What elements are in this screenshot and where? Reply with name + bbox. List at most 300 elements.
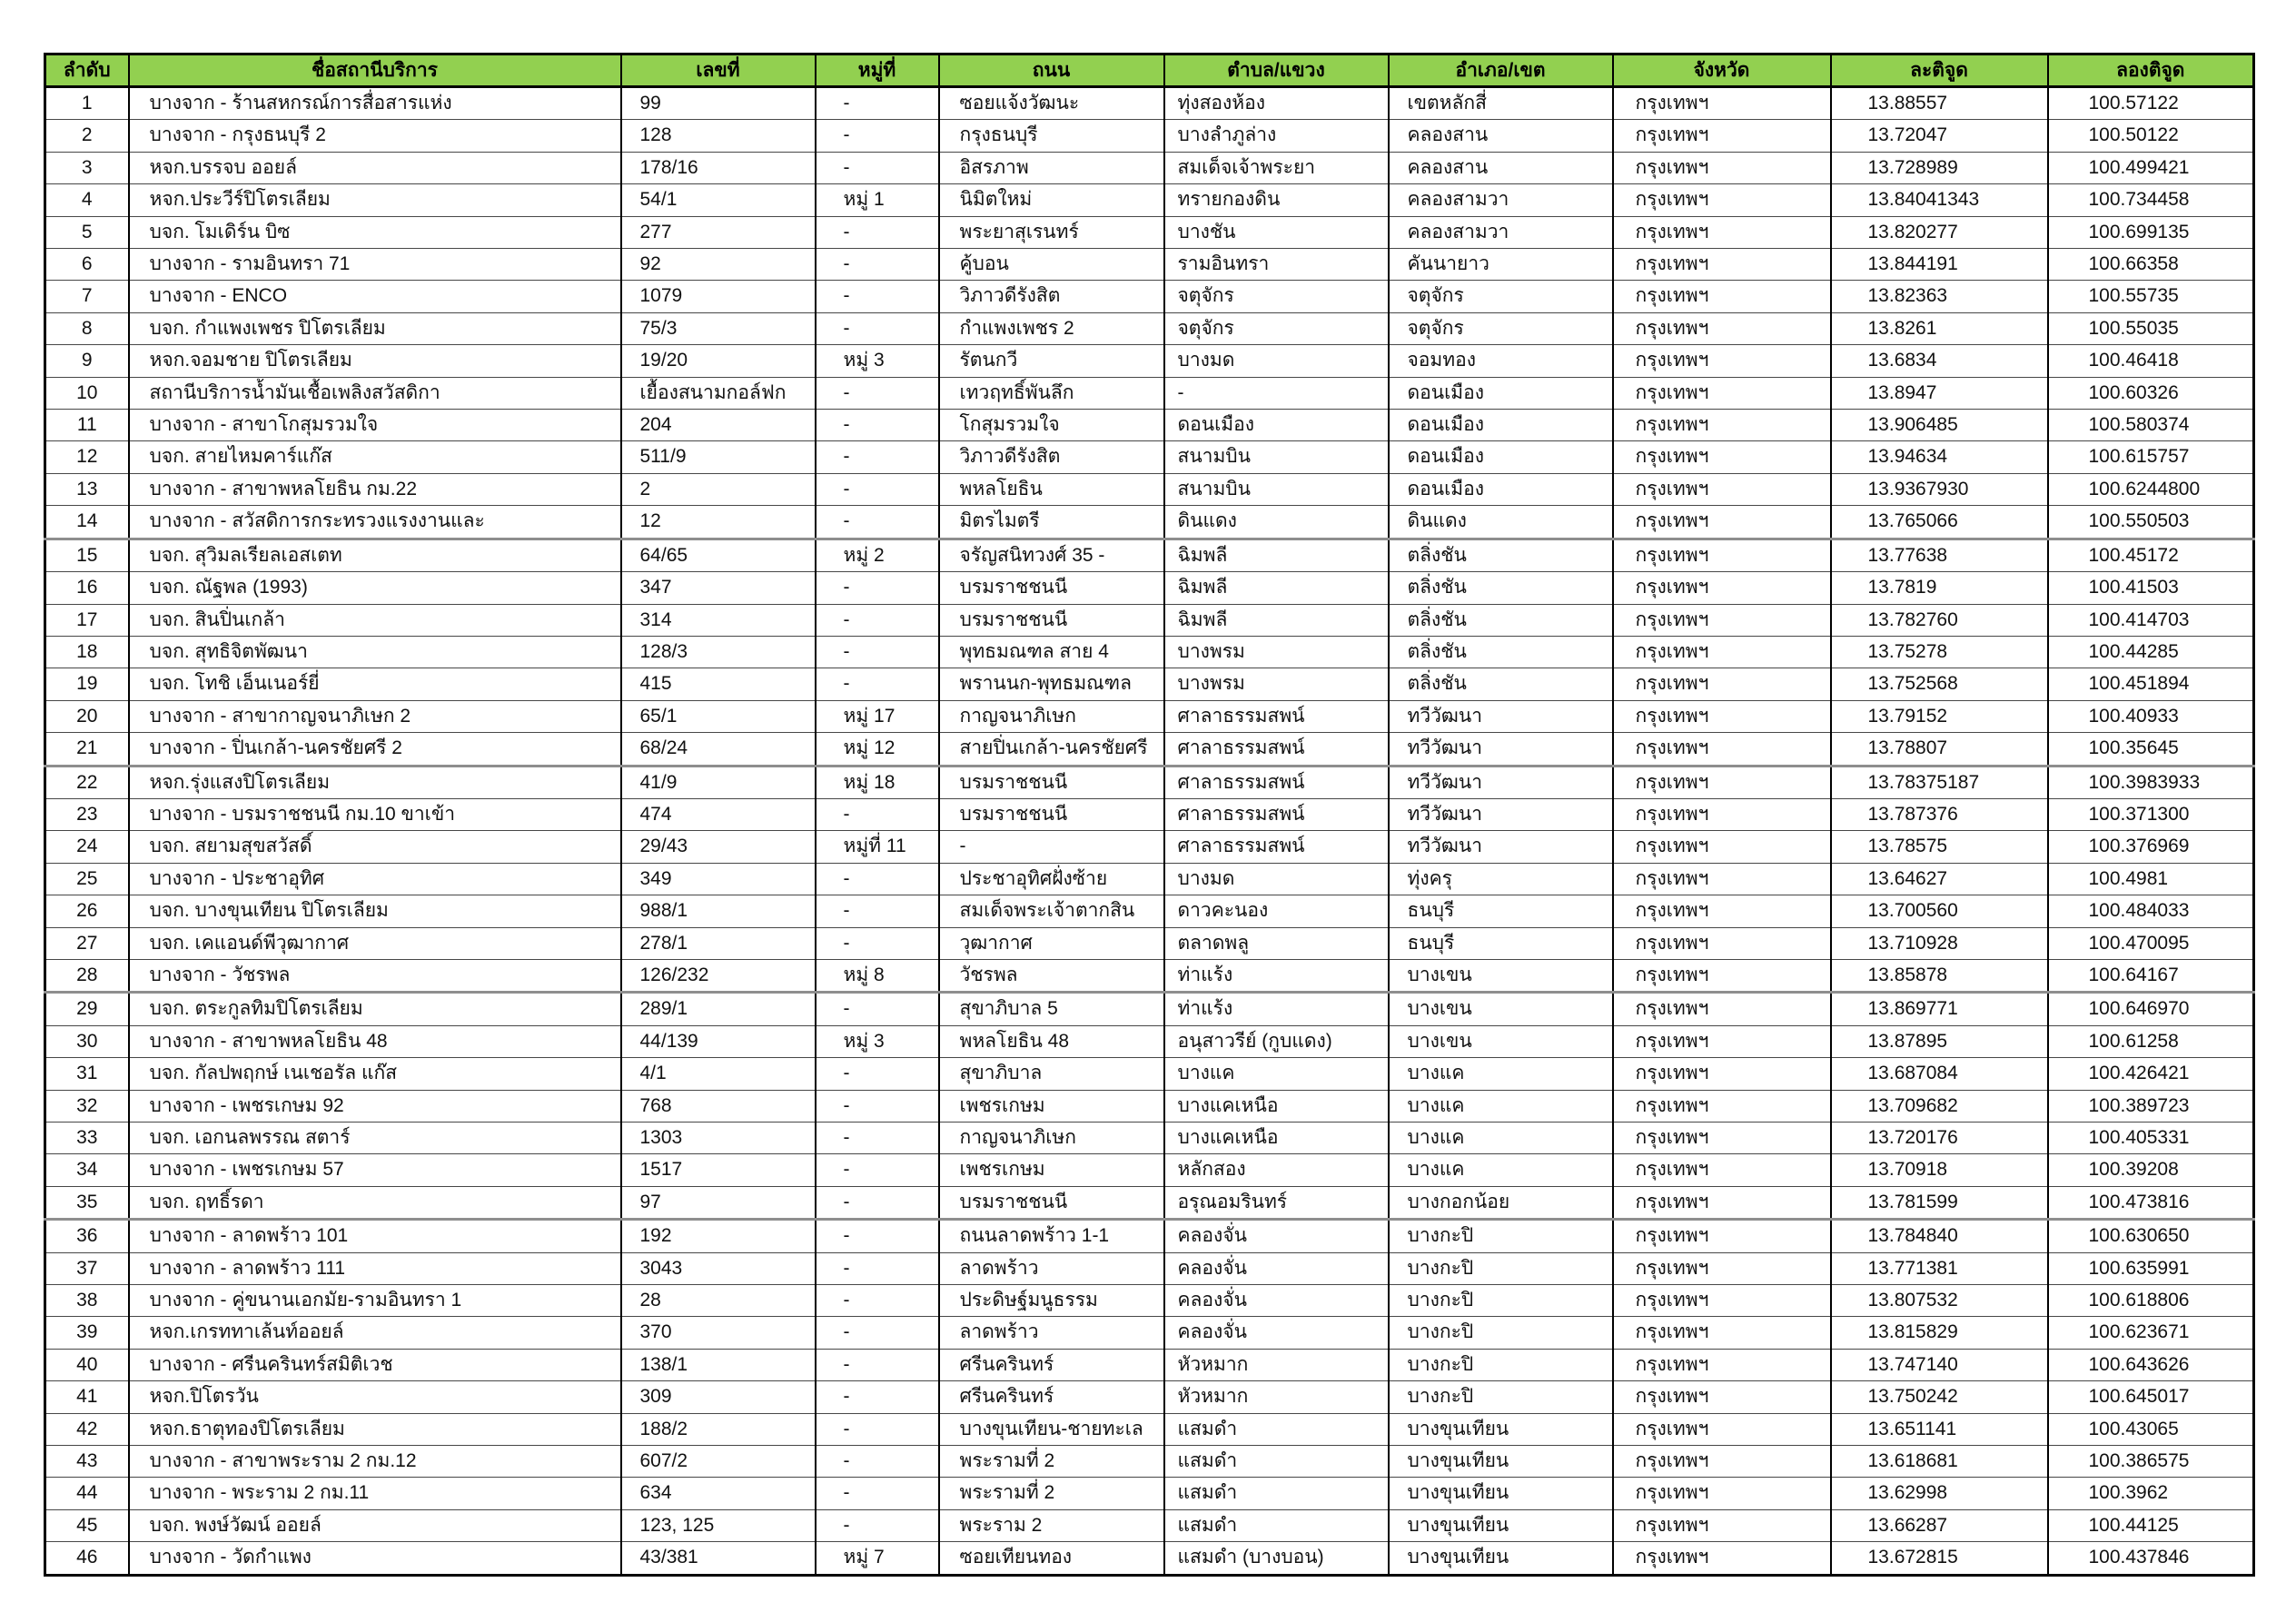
cell-province: กรุงเทพฯ xyxy=(1613,1381,1831,1413)
cell-name: สถานีบริการน้ำมันเชื้อเพลิงสวัสดิกา xyxy=(129,377,621,409)
cell-subdistrict: บางมด xyxy=(1164,863,1389,895)
cell-number: 474 xyxy=(621,798,816,830)
cell-subdistrict: บางแคเหนือ xyxy=(1164,1090,1389,1122)
cell-number: 28 xyxy=(621,1285,816,1317)
cell-order: 39 xyxy=(45,1317,129,1349)
cell-order: 24 xyxy=(45,831,129,863)
cell-name: บจก. บางขุนเทียน ปิโตรเลียม xyxy=(129,895,621,927)
cell-number: 92 xyxy=(621,249,816,281)
cell-longitude: 100.44285 xyxy=(2048,636,2254,668)
cell-province: กรุงเทพฯ xyxy=(1613,733,1831,766)
cell-moo: - xyxy=(816,152,939,183)
cell-longitude: 100.6244800 xyxy=(2048,473,2254,505)
cell-province: กรุงเทพฯ xyxy=(1613,216,1831,248)
cell-province: กรุงเทพฯ xyxy=(1613,441,1831,473)
cell-subdistrict: คลองจั่น xyxy=(1164,1285,1389,1317)
cell-longitude: 100.699135 xyxy=(2048,216,2254,248)
cell-moo: หมู่ 18 xyxy=(816,766,939,798)
cell-subdistrict: ดอนเมือง xyxy=(1164,410,1389,441)
cell-longitude: 100.64167 xyxy=(2048,959,2254,992)
cell-number: 99 xyxy=(621,87,816,120)
cell-district: บางกะปิ xyxy=(1389,1317,1613,1349)
cell-subdistrict: บางลำภูล่าง xyxy=(1164,120,1389,152)
cell-moo: - xyxy=(816,1317,939,1349)
cell-district: คลองสามวา xyxy=(1389,216,1613,248)
cell-road: ลาดพร้าว xyxy=(939,1317,1164,1349)
cell-subdistrict: หลักสอง xyxy=(1164,1154,1389,1186)
cell-latitude: 13.72047 xyxy=(1831,120,2048,152)
cell-province: กรุงเทพฯ xyxy=(1613,927,1831,959)
cell-number: 65/1 xyxy=(621,700,816,732)
cell-district: ดอนเมือง xyxy=(1389,473,1613,505)
cell-road: สุขาภิบาล xyxy=(939,1058,1164,1090)
cell-province: กรุงเทพฯ xyxy=(1613,895,1831,927)
cell-longitude: 100.35645 xyxy=(2048,733,2254,766)
cell-number: 1079 xyxy=(621,281,816,312)
cell-name: บจก. ฤทธิ์รดา xyxy=(129,1186,621,1219)
cell-province: กรุงเทพฯ xyxy=(1613,766,1831,798)
table-row xyxy=(45,1252,2254,1284)
cell-longitude: 100.371300 xyxy=(2048,798,2254,830)
cell-district: คันนายาว xyxy=(1389,249,1613,281)
cell-province: กรุงเทพฯ xyxy=(1613,572,1831,604)
cell-moo: หมู่ 1 xyxy=(816,184,939,216)
cell-latitude: 13.651141 xyxy=(1831,1413,2048,1445)
cell-moo: หมู่ 17 xyxy=(816,700,939,732)
cell-number: 126/232 xyxy=(621,959,816,992)
cell-moo: - xyxy=(816,473,939,505)
cell-subdistrict: จตุจักร xyxy=(1164,281,1389,312)
cell-road: โกสุมรวมใจ xyxy=(939,410,1164,441)
cell-subdistrict: ฉิมพลี xyxy=(1164,539,1389,571)
cell-order: 7 xyxy=(45,281,129,312)
cell-name: หจก.ธาตุทองปิโตรเลียม xyxy=(129,1413,621,1445)
cell-number: 192 xyxy=(621,1220,816,1252)
cell-district: บางเขน xyxy=(1389,959,1613,992)
cell-number: 12 xyxy=(621,506,816,539)
cell-subdistrict: ท่าแร้ง xyxy=(1164,993,1389,1025)
cell-longitude: 100.426421 xyxy=(2048,1058,2254,1090)
cell-number: 178/16 xyxy=(621,152,816,183)
cell-name: บางจาก - วัดกำแพง xyxy=(129,1542,621,1575)
cell-district: ตลิ่งชัน xyxy=(1389,668,1613,700)
cell-name: บจก. กำแพงเพชร ปิโตรเลียม xyxy=(129,312,621,344)
cell-latitude: 13.8261 xyxy=(1831,312,2048,344)
cell-latitude: 13.765066 xyxy=(1831,506,2048,539)
cell-name: บางจาก - สาขาพระราม 2 กม.12 xyxy=(129,1446,621,1478)
cell-longitude: 100.645017 xyxy=(2048,1381,2254,1413)
cell-province: กรุงเทพฯ xyxy=(1613,700,1831,732)
cell-province: กรุงเทพฯ xyxy=(1613,1413,1831,1445)
cell-name: บางจาก - รามอินทรา 71 xyxy=(129,249,621,281)
cell-order: 21 xyxy=(45,733,129,766)
cell-name: บางจาก - สวัสดิการกระทรวงแรงงานและ xyxy=(129,506,621,539)
cell-name: บางจาก - สาขาพหลโยธิน กม.22 xyxy=(129,473,621,505)
cell-district: ทวีวัฒนา xyxy=(1389,700,1613,732)
cell-moo: - xyxy=(816,927,939,959)
cell-order: 8 xyxy=(45,312,129,344)
cell-road: - xyxy=(939,831,1164,863)
cell-name: บจก. สายไหมคาร์แก๊ส xyxy=(129,441,621,473)
cell-number: 188/2 xyxy=(621,1413,816,1445)
cell-number: 347 xyxy=(621,572,816,604)
cell-latitude: 13.78807 xyxy=(1831,733,2048,766)
cell-road: คู้บอน xyxy=(939,249,1164,281)
cell-subdistrict: สนามบิน xyxy=(1164,473,1389,505)
cell-longitude: 100.550503 xyxy=(2048,506,2254,539)
cell-province: กรุงเทพฯ xyxy=(1613,281,1831,312)
cell-province: กรุงเทพฯ xyxy=(1613,1285,1831,1317)
cell-moo: - xyxy=(816,1058,939,1090)
cell-name: บจก. ณัฐพล (1993) xyxy=(129,572,621,604)
cell-name: บางจาก - บรมราชชนนี กม.10 ขาเข้า xyxy=(129,798,621,830)
cell-subdistrict: ตลาดพลู xyxy=(1164,927,1389,959)
column-header-province: จังหวัด xyxy=(1613,54,1831,87)
cell-order: 42 xyxy=(45,1413,129,1445)
cell-road: ซอยเทียนทอง xyxy=(939,1542,1164,1575)
cell-district: ธนบุรี xyxy=(1389,895,1613,927)
cell-subdistrict: สนามบิน xyxy=(1164,441,1389,473)
cell-longitude: 100.39208 xyxy=(2048,1154,2254,1186)
table-row xyxy=(45,506,2254,539)
cell-district: ทวีวัฒนา xyxy=(1389,798,1613,830)
cell-latitude: 13.720176 xyxy=(1831,1123,2048,1154)
cell-moo: - xyxy=(816,1478,939,1509)
cell-moo: - xyxy=(816,863,939,895)
cell-moo: หมู่ 3 xyxy=(816,345,939,377)
cell-latitude: 13.747140 xyxy=(1831,1349,2048,1380)
table-row xyxy=(45,895,2254,927)
cell-road: เพชรเกษม xyxy=(939,1154,1164,1186)
cell-subdistrict: คลองจั่น xyxy=(1164,1252,1389,1284)
cell-latitude: 13.94634 xyxy=(1831,441,2048,473)
cell-number: 97 xyxy=(621,1186,816,1219)
cell-district: ธนบุรี xyxy=(1389,927,1613,959)
cell-road: พรานนก-พุทธมณฑล xyxy=(939,668,1164,700)
cell-moo: - xyxy=(816,506,939,539)
cell-name: บางจาก - สาขาพหลโยธิน 48 xyxy=(129,1025,621,1057)
cell-latitude: 13.771381 xyxy=(1831,1252,2048,1284)
cell-subdistrict: บางชัน xyxy=(1164,216,1389,248)
cell-province: กรุงเทพฯ xyxy=(1613,959,1831,992)
cell-moo: - xyxy=(816,281,939,312)
cell-district: บางขุนเทียน xyxy=(1389,1446,1613,1478)
cell-latitude: 13.70918 xyxy=(1831,1154,2048,1186)
cell-moo: หมู่ 7 xyxy=(816,1542,939,1575)
cell-moo: - xyxy=(816,410,939,441)
cell-name: หจก.จอมชาย ปิโตรเลียม xyxy=(129,345,621,377)
cell-name: บจก. พงษ์วัฒน์ ออยล์ xyxy=(129,1509,621,1541)
cell-order: 35 xyxy=(45,1186,129,1219)
cell-order: 4 xyxy=(45,184,129,216)
cell-order: 41 xyxy=(45,1381,129,1413)
cell-moo: หมู่ 3 xyxy=(816,1025,939,1057)
cell-province: กรุงเทพฯ xyxy=(1613,184,1831,216)
cell-name: หจก.เกรททาเล้นท์ออยล์ xyxy=(129,1317,621,1349)
cell-province: กรุงเทพฯ xyxy=(1613,410,1831,441)
cell-subdistrict: แสมดำ xyxy=(1164,1478,1389,1509)
table-row xyxy=(45,1025,2254,1057)
cell-longitude: 100.60326 xyxy=(2048,377,2254,409)
cell-order: 9 xyxy=(45,345,129,377)
cell-order: 30 xyxy=(45,1025,129,1057)
cell-longitude: 100.3983933 xyxy=(2048,766,2254,798)
cell-district: คลองสาน xyxy=(1389,120,1613,152)
table-row xyxy=(45,1317,2254,1349)
cell-number: 349 xyxy=(621,863,816,895)
cell-road: ประชาอุทิศฝั่งซ้าย xyxy=(939,863,1164,895)
cell-order: 31 xyxy=(45,1058,129,1090)
cell-name: หจก.ปิโตรวัน xyxy=(129,1381,621,1413)
cell-subdistrict: อรุณอมรินทร์ xyxy=(1164,1186,1389,1219)
cell-name: บางจาก - ประชาอุทิศ xyxy=(129,863,621,895)
cell-road: กำแพงเพชร 2 xyxy=(939,312,1164,344)
cell-road: พระราม 2 xyxy=(939,1509,1164,1541)
table-row xyxy=(45,863,2254,895)
cell-province: กรุงเทพฯ xyxy=(1613,1186,1831,1219)
cell-province: กรุงเทพฯ xyxy=(1613,1317,1831,1349)
cell-district: บางแค xyxy=(1389,1154,1613,1186)
cell-longitude: 100.57122 xyxy=(2048,87,2254,120)
cell-road: บางขุนเทียน-ชายทะเล xyxy=(939,1413,1164,1445)
cell-number: เยื้องสนามกอล์ฟก xyxy=(621,377,816,409)
cell-name: หจก.รุ่งแสงปิโตรเลียม xyxy=(129,766,621,798)
cell-number: 3043 xyxy=(621,1252,816,1284)
cell-province: กรุงเทพฯ xyxy=(1613,863,1831,895)
cell-subdistrict: ทุ่งสองห้อง xyxy=(1164,87,1389,120)
cell-latitude: 13.815829 xyxy=(1831,1317,2048,1349)
table-row xyxy=(45,377,2254,409)
cell-subdistrict: อนุสาวรีย์ (กูบแดง) xyxy=(1164,1025,1389,1057)
cell-district: บางขุนเทียน xyxy=(1389,1509,1613,1541)
cell-longitude: 100.40933 xyxy=(2048,700,2254,732)
table-row xyxy=(45,1154,2254,1186)
column-header-longitude: ลองติจูด xyxy=(2048,54,2254,87)
cell-province: กรุงเทพฯ xyxy=(1613,1446,1831,1478)
cell-order: 13 xyxy=(45,473,129,505)
cell-road: บรมราชชนนี xyxy=(939,572,1164,604)
cell-moo: - xyxy=(816,604,939,636)
cell-latitude: 13.728989 xyxy=(1831,152,2048,183)
cell-subdistrict: แสมดำ xyxy=(1164,1446,1389,1478)
cell-province: กรุงเทพฯ xyxy=(1613,1542,1831,1575)
table-row xyxy=(45,766,2254,798)
cell-longitude: 100.4981 xyxy=(2048,863,2254,895)
cell-subdistrict: ฉิมพลี xyxy=(1164,604,1389,636)
table-row xyxy=(45,249,2254,281)
cell-number: 75/3 xyxy=(621,312,816,344)
table-row xyxy=(45,473,2254,505)
cell-name: บางจาก - เพชรเกษม 57 xyxy=(129,1154,621,1186)
table-row xyxy=(45,184,2254,216)
column-header-subdistrict: ตำบล/แขวง xyxy=(1164,54,1389,87)
table-row xyxy=(45,87,2254,120)
cell-road: บรมราชชนนี xyxy=(939,604,1164,636)
table-row xyxy=(45,1381,2254,1413)
cell-longitude: 100.61258 xyxy=(2048,1025,2254,1057)
cell-latitude: 13.79152 xyxy=(1831,700,2048,732)
cell-moo: - xyxy=(816,1252,939,1284)
cell-subdistrict: คลองจั่น xyxy=(1164,1220,1389,1252)
table-row xyxy=(45,539,2254,571)
cell-moo: - xyxy=(816,1413,939,1445)
cell-province: กรุงเทพฯ xyxy=(1613,1058,1831,1090)
column-header-number: เลขที่ xyxy=(621,54,816,87)
cell-moo: - xyxy=(816,572,939,604)
cell-province: กรุงเทพฯ xyxy=(1613,993,1831,1025)
cell-road: สายปิ่นเกล้า-นครชัยศรี xyxy=(939,733,1164,766)
cell-name: บจก. สยามสุขสวัสดิ์ xyxy=(129,831,621,863)
cell-order: 46 xyxy=(45,1542,129,1575)
cell-latitude: 13.784840 xyxy=(1831,1220,2048,1252)
cell-number: 511/9 xyxy=(621,441,816,473)
table-row xyxy=(45,1349,2254,1380)
cell-road: กาญจนาภิเษก xyxy=(939,700,1164,732)
cell-moo: หมู่ 12 xyxy=(816,733,939,766)
cell-road: พระยาสุเรนทร์ xyxy=(939,216,1164,248)
cell-district: บางแค xyxy=(1389,1058,1613,1090)
cell-latitude: 13.77638 xyxy=(1831,539,2048,571)
cell-latitude: 13.78575 xyxy=(1831,831,2048,863)
cell-province: กรุงเทพฯ xyxy=(1613,312,1831,344)
cell-latitude: 13.62998 xyxy=(1831,1478,2048,1509)
cell-province: กรุงเทพฯ xyxy=(1613,831,1831,863)
cell-latitude: 13.844191 xyxy=(1831,249,2048,281)
cell-name: บจก. สินปิ่นเกล้า xyxy=(129,604,621,636)
cell-subdistrict: บางแคเหนือ xyxy=(1164,1123,1389,1154)
cell-district: บางกอกน้อย xyxy=(1389,1186,1613,1219)
cell-district: บางกะปิ xyxy=(1389,1252,1613,1284)
table-row xyxy=(45,1413,2254,1445)
cell-subdistrict: แสมดำ xyxy=(1164,1509,1389,1541)
cell-order: 3 xyxy=(45,152,129,183)
cell-order: 44 xyxy=(45,1478,129,1509)
cell-district: ทวีวัฒนา xyxy=(1389,733,1613,766)
cell-subdistrict: รามอินทรา xyxy=(1164,249,1389,281)
cell-moo: - xyxy=(816,1186,939,1219)
cell-subdistrict: ทรายกองดิน xyxy=(1164,184,1389,216)
cell-name: บางจาก - กรุงธนบุรี 2 xyxy=(129,120,621,152)
table-row xyxy=(45,927,2254,959)
cell-subdistrict: คลองจั่น xyxy=(1164,1317,1389,1349)
cell-name: บางจาก - ลาดพร้าว 101 xyxy=(129,1220,621,1252)
table-row xyxy=(45,959,2254,992)
cell-province: กรุงเทพฯ xyxy=(1613,1025,1831,1057)
cell-district: บางขุนเทียน xyxy=(1389,1413,1613,1445)
cell-number: 44/139 xyxy=(621,1025,816,1057)
cell-moo: หมู่ 8 xyxy=(816,959,939,992)
cell-latitude: 13.672815 xyxy=(1831,1542,2048,1575)
cell-moo: - xyxy=(816,1220,939,1252)
column-header-latitude: ละติจูด xyxy=(1831,54,2048,87)
cell-order: 43 xyxy=(45,1446,129,1478)
cell-number: 370 xyxy=(621,1317,816,1349)
cell-longitude: 100.43065 xyxy=(2048,1413,2254,1445)
cell-road: พหลโยธิน xyxy=(939,473,1164,505)
cell-moo: - xyxy=(816,1285,939,1317)
column-header-road: ถนน xyxy=(939,54,1164,87)
table-row xyxy=(45,1285,2254,1317)
table-row xyxy=(45,120,2254,152)
cell-name: บจก. เคแอนด์พีวุฒากาศ xyxy=(129,927,621,959)
cell-number: 64/65 xyxy=(621,539,816,571)
cell-number: 43/381 xyxy=(621,1542,816,1575)
cell-moo: - xyxy=(816,1123,939,1154)
column-header-moo: หมู่ที่ xyxy=(816,54,939,87)
table-row xyxy=(45,572,2254,604)
cell-number: 29/43 xyxy=(621,831,816,863)
cell-latitude: 13.9367930 xyxy=(1831,473,2048,505)
cell-latitude: 13.8947 xyxy=(1831,377,2048,409)
cell-number: 607/2 xyxy=(621,1446,816,1478)
cell-longitude: 100.44125 xyxy=(2048,1509,2254,1541)
cell-order: 32 xyxy=(45,1090,129,1122)
cell-road: ถนนลาดพร้าว 1-1 xyxy=(939,1220,1164,1252)
cell-order: 10 xyxy=(45,377,129,409)
cell-longitude: 100.473816 xyxy=(2048,1186,2254,1219)
cell-latitude: 13.84041343 xyxy=(1831,184,2048,216)
cell-longitude: 100.734458 xyxy=(2048,184,2254,216)
cell-name: บางจาก - สาขาโกสุมรวมใจ xyxy=(129,410,621,441)
cell-subdistrict: ฉิมพลี xyxy=(1164,572,1389,604)
cell-district: ดอนเมือง xyxy=(1389,410,1613,441)
cell-longitude: 100.618806 xyxy=(2048,1285,2254,1317)
cell-road: ศรีนครินทร์ xyxy=(939,1349,1164,1380)
cell-number: 68/24 xyxy=(621,733,816,766)
cell-order: 28 xyxy=(45,959,129,992)
cell-name: บางจาก - ศรีนครินทร์สมิติเวช xyxy=(129,1349,621,1380)
cell-latitude: 13.750242 xyxy=(1831,1381,2048,1413)
cell-name: บจก. ตระกูลทิมปิโตรเลียม xyxy=(129,993,621,1025)
cell-district: ดอนเมือง xyxy=(1389,377,1613,409)
cell-name: บางจาก - พระราม 2 กม.11 xyxy=(129,1478,621,1509)
cell-order: 23 xyxy=(45,798,129,830)
cell-district: คลองสามวา xyxy=(1389,184,1613,216)
cell-longitude: 100.386575 xyxy=(2048,1446,2254,1478)
table-row xyxy=(45,1478,2254,1509)
table-row xyxy=(45,1123,2254,1154)
table-row xyxy=(45,441,2254,473)
header-row xyxy=(45,54,2254,87)
cell-name: หจก.บรรจบ ออยล์ xyxy=(129,152,621,183)
cell-name: บจก. สุทธิจิตพัฒนา xyxy=(129,636,621,668)
cell-longitude: 100.50122 xyxy=(2048,120,2254,152)
cell-province: กรุงเทพฯ xyxy=(1613,1509,1831,1541)
cell-order: 29 xyxy=(45,993,129,1025)
cell-subdistrict: จตุจักร xyxy=(1164,312,1389,344)
cell-name: บางจาก - วัชรพล xyxy=(129,959,621,992)
cell-province: กรุงเทพฯ xyxy=(1613,377,1831,409)
cell-district: คลองสาน xyxy=(1389,152,1613,183)
cell-subdistrict: ท่าแร้ง xyxy=(1164,959,1389,992)
cell-latitude: 13.869771 xyxy=(1831,993,2048,1025)
cell-moo: - xyxy=(816,1154,939,1186)
cell-moo: - xyxy=(816,895,939,927)
cell-name: บางจาก - ลาดพร้าว 111 xyxy=(129,1252,621,1284)
cell-order: 5 xyxy=(45,216,129,248)
cell-number: 123, 125 xyxy=(621,1509,816,1541)
cell-longitude: 100.643626 xyxy=(2048,1349,2254,1380)
table-row xyxy=(45,798,2254,830)
table-row xyxy=(45,312,2254,344)
cell-longitude: 100.55735 xyxy=(2048,281,2254,312)
cell-number: 138/1 xyxy=(621,1349,816,1380)
cell-subdistrict: หัวหมาก xyxy=(1164,1349,1389,1380)
cell-province: กรุงเทพฯ xyxy=(1613,1220,1831,1252)
cell-longitude: 100.3962 xyxy=(2048,1478,2254,1509)
cell-road: สุขาภิบาล 5 xyxy=(939,993,1164,1025)
cell-province: กรุงเทพฯ xyxy=(1613,120,1831,152)
